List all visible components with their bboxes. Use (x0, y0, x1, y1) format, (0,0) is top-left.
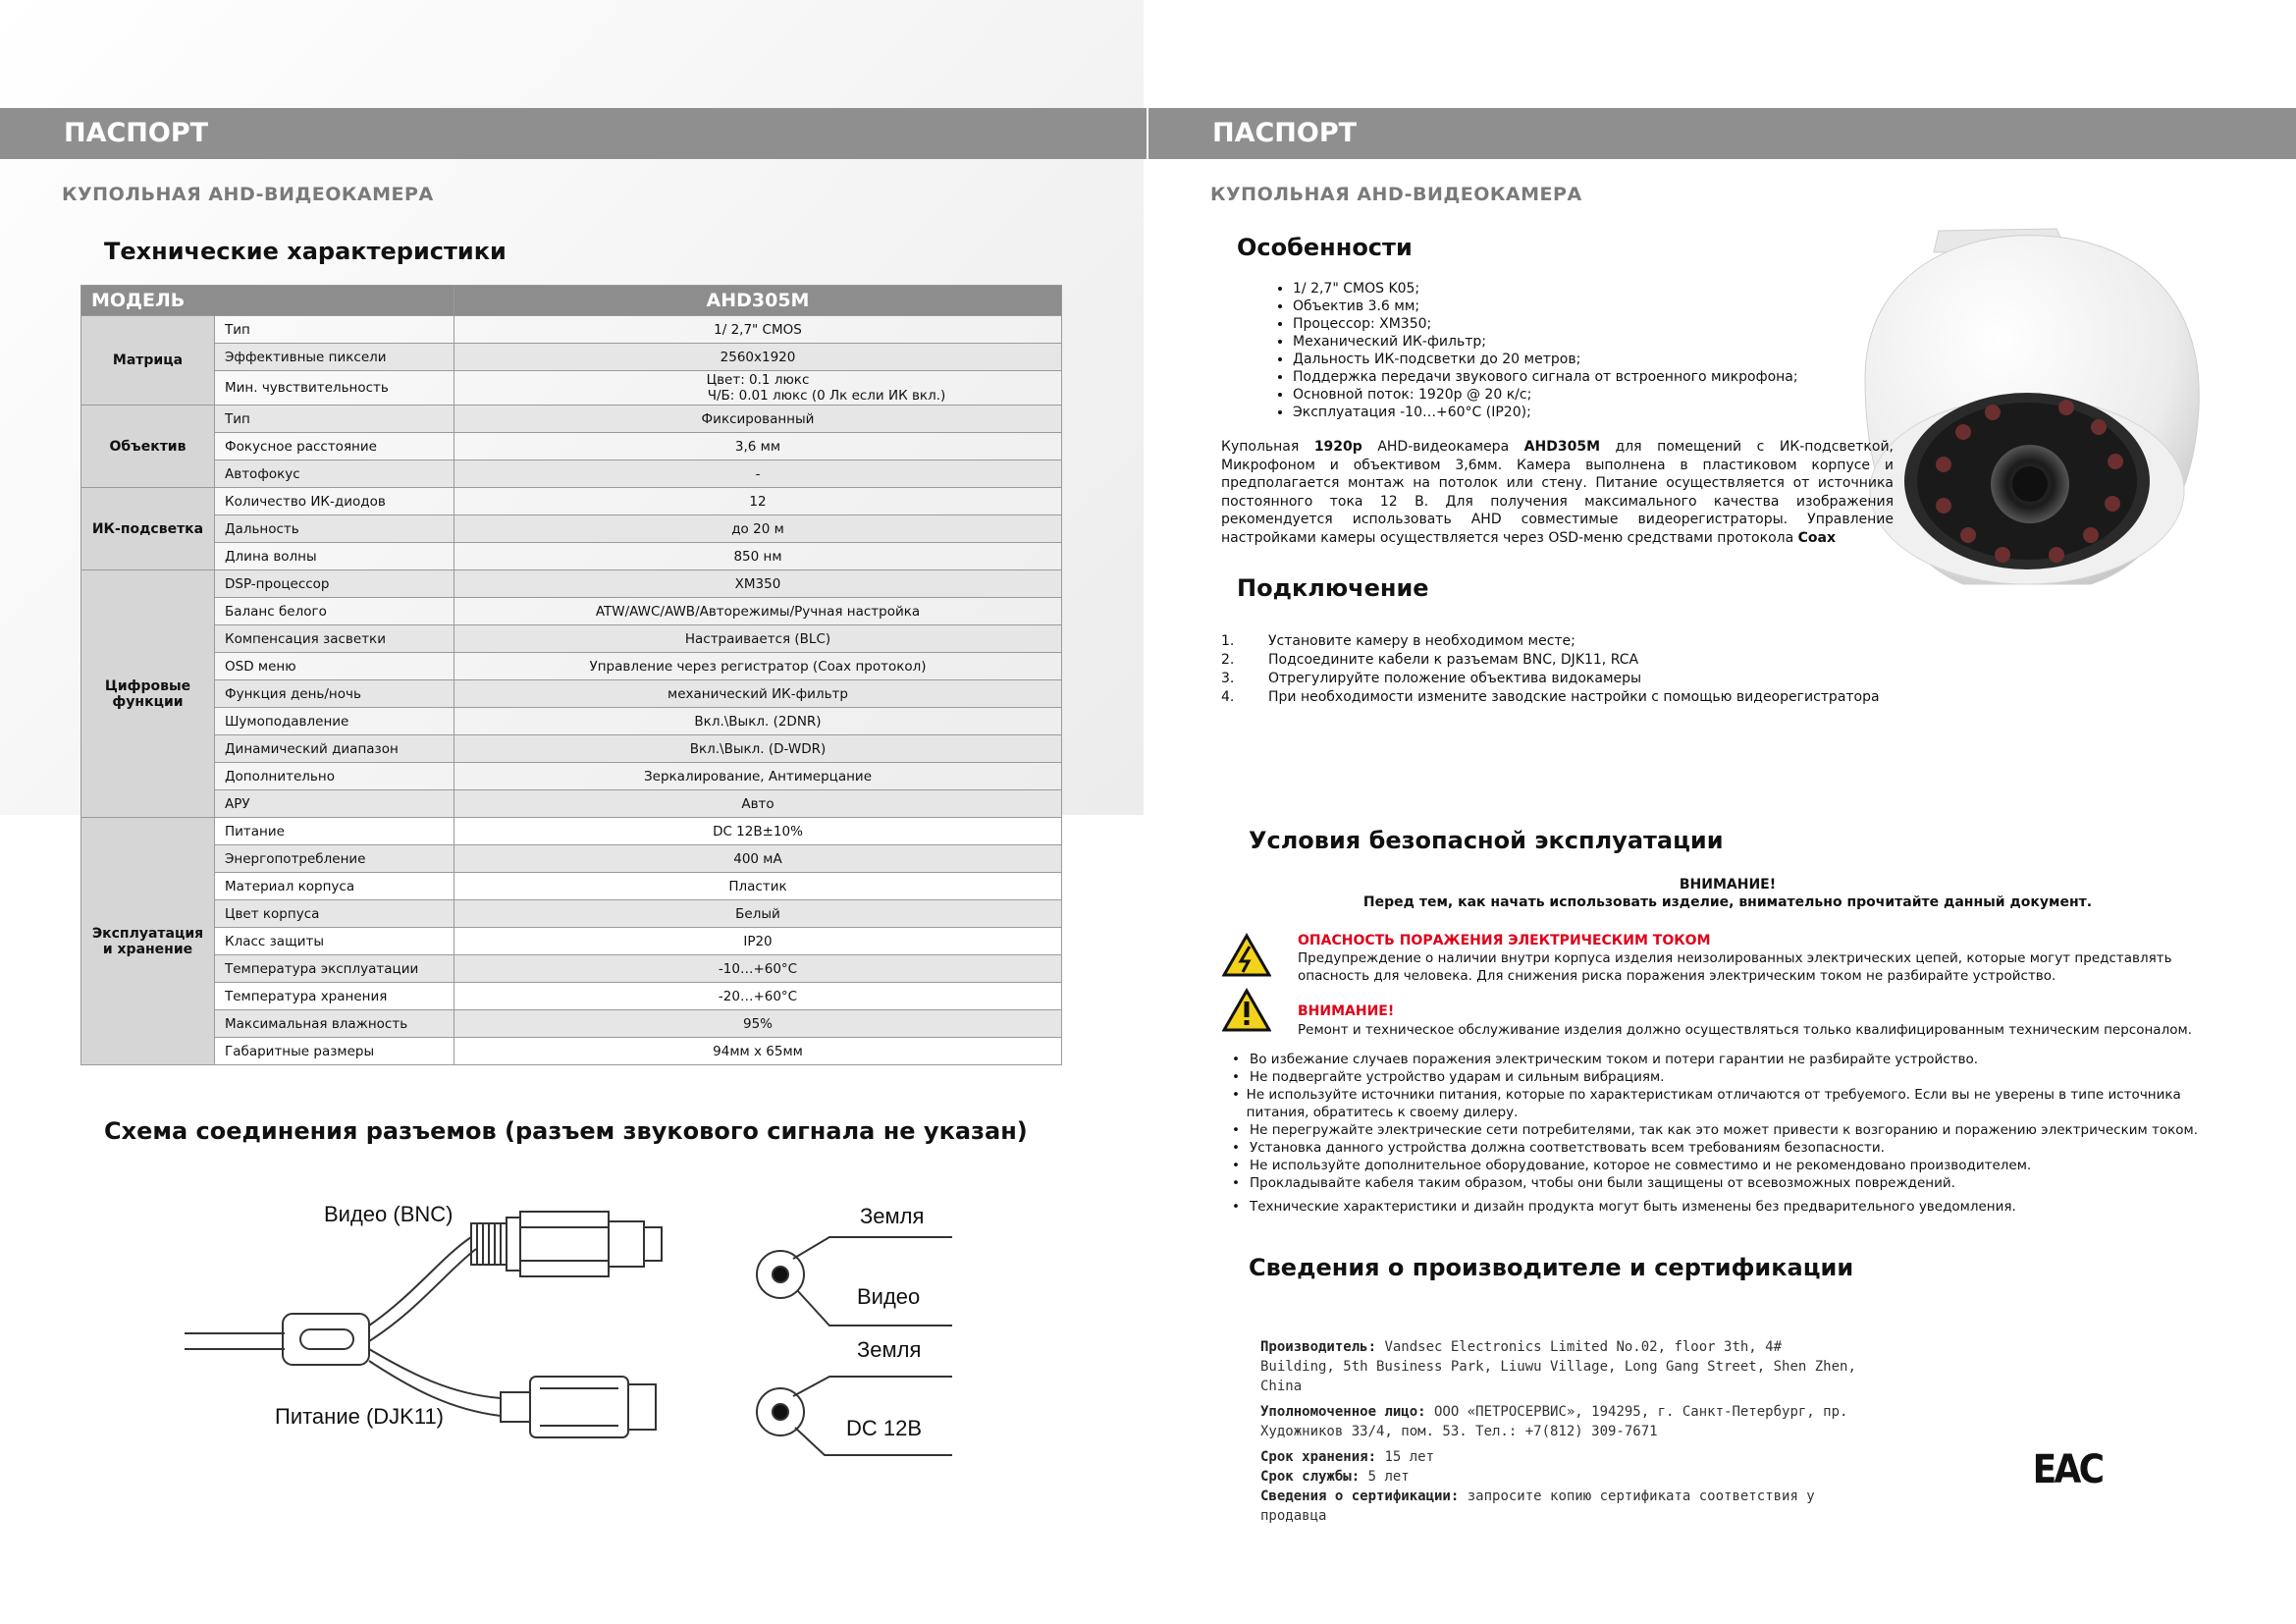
left-header-bar (0, 108, 1147, 159)
spec-value: Настраивается (BLC) (454, 625, 1062, 653)
bullet-dot: • (1232, 1069, 1240, 1085)
spec-param: Количество ИК-диодов (215, 488, 454, 515)
wiring-title: Схема соединения разъемов (разъем звукового сигнала не указан) (104, 1117, 1028, 1145)
spec-table-head (81, 286, 1062, 316)
spec-param: Мин. чувствительность (215, 371, 454, 406)
connect-title: Подключение (1237, 574, 1429, 602)
spec-row (81, 406, 1062, 433)
safety-bullet (1232, 1139, 2233, 1157)
spec-value: 95% (454, 1010, 1062, 1038)
spec-param: Тип (215, 406, 454, 433)
step-number: 2. (1221, 652, 1235, 668)
bullet-text: Не перегружайте электрические сети потребителями, так как это может привести к возгоранию и поражению электрическим током. (1250, 1122, 2199, 1138)
certification-label: Сведения о сертификации: (1260, 1489, 1460, 1504)
spec-title: Технические характеристики (104, 238, 507, 265)
spec-group-name: Эксплуатация и хранение (81, 818, 215, 1065)
safety-bullet (1232, 1198, 2233, 1216)
spec-row (81, 488, 1062, 515)
label-video: Видео (857, 1284, 921, 1309)
wiring-diagram (177, 1188, 962, 1473)
spec-value: Белый (454, 900, 1062, 928)
right-header-bar (1148, 108, 2296, 159)
spec-row (81, 1038, 1062, 1065)
bullet-dot: • (1232, 1087, 1240, 1103)
spec-param: Компенсация засветки (215, 625, 454, 653)
spec-param: Эффективные пиксели (215, 344, 454, 371)
spec-row (81, 708, 1062, 735)
spec-group-name: Матрица (81, 316, 215, 406)
feature-item: • Поддержка передачи звукового сигнала от встроенного микрофона; (1293, 368, 1798, 386)
model-value: AHD305M (454, 286, 1062, 316)
warn-title: ВНИМАНИЕ! (1298, 1003, 1395, 1019)
eac-mark: EAC (2032, 1447, 2103, 1492)
warn-text: Ремонт и техническое обслуживание изделия должно осуществляться только квалифицированным техническим персоналом. (1298, 1022, 2192, 1038)
attention-warning-icon (1222, 988, 1271, 1033)
spec-param: Цвет корпуса (215, 900, 454, 928)
spec-row (81, 344, 1062, 371)
spec-row (81, 316, 1062, 344)
shock-title: ОПАСНОСТЬ ПОРАЖЕНИЯ ЭЛЕКТРИЧЕСКИМ ТОКОМ (1298, 933, 1711, 948)
spec-value: -10…+60°C (454, 955, 1062, 983)
label-ground-2: Земля (857, 1337, 922, 1362)
spec-param: Динамический диапазон (215, 735, 454, 763)
step-text: Установите камеру в необходимом месте; (1268, 633, 1575, 649)
model-label: МОДЕЛЬ (81, 286, 454, 316)
spec-param: Материал корпуса (215, 873, 454, 900)
spec-value: IP20 (454, 928, 1062, 955)
spec-value: 400 мА (454, 845, 1062, 873)
bullet-dot: • (1232, 1052, 1240, 1067)
storage-line (1260, 1447, 1859, 1467)
storage-label: Срок хранения: (1260, 1449, 1377, 1465)
bullet-dot: • (1232, 1199, 1240, 1215)
spec-value: 12 (454, 488, 1062, 515)
right-header-title: ПАСПОРТ (1212, 118, 1358, 148)
spec-row (81, 598, 1062, 625)
spec-row (81, 433, 1062, 460)
spec-row (81, 460, 1062, 488)
spec-group-name: Объектив (81, 406, 215, 488)
spec-row (81, 763, 1062, 790)
bullet-text: Не используйте дополнительное оборудование, которое не совместимо и не рекомендовано производителем. (1250, 1158, 2032, 1173)
desc-protocol: Coax (1797, 529, 1836, 546)
certification-value: запросите копию сертификата соответствия у продавца (1260, 1489, 1815, 1524)
label-ground-1: Земля (860, 1204, 925, 1228)
step-text: При необходимости измените заводские настройки с помощью видеорегистратора (1268, 689, 1880, 705)
spec-value: Вкл.\Выкл. (2DNR) (454, 708, 1062, 735)
desc-text-1: Купольная (1221, 439, 1314, 455)
spec-row (81, 928, 1062, 955)
connect-step (1221, 651, 1880, 670)
spec-value: 850 нм (454, 543, 1062, 570)
representative-line (1260, 1402, 1859, 1441)
spec-param: Тип (215, 316, 454, 344)
spec-value: 94мм х 65мм (454, 1038, 1062, 1065)
spec-value: Зеркалирование, Антимерцание (454, 763, 1062, 790)
shock-text: Предупреждение о наличии внутри корпуса изделия неизолированных электрических цепей, которые могут представлять опасность для человека. Для снижения риска поражения электрическим током не разбирайте устройство. (1298, 950, 2172, 984)
spec-value: 1/ 2,7" CMOS (454, 316, 1062, 344)
desc-text-3: для помещений с ИК-подсветкой, Микрофоном и объективом 3,6мм. Камера выполнена в пластиковом корпусе и предполагается монтаж на потолок или стену. Питание осуществляется от источника постоянного тока 12 В. Для получения максимального качества изображения рекомендуется использовать AHD совместимые видеорегистраторы. Управление настройками камеры осуществляется через OSD-меню средствами протокола (1221, 439, 1894, 546)
feature-item: • Эксплуатация -10…+60°C (IP20); (1293, 404, 1798, 421)
producer-value: Vandsec Electronics Limited No.02, floor 3th, 4# Building, 5th Business Park, Liuwu Village, Long Gang Street, Shen Zhen, China (1260, 1339, 1856, 1394)
step-number: 4. (1221, 689, 1235, 705)
spec-row (81, 515, 1062, 543)
connect-step (1221, 632, 1880, 651)
bullet-dot: • (1232, 1158, 1240, 1173)
safety-bullet (1232, 1174, 2233, 1192)
feature-item: • Основной поток: 1920p @ 20 к/с; (1293, 386, 1798, 404)
spec-row (81, 983, 1062, 1010)
safety-bullets (1232, 1051, 2233, 1216)
spec-group-name: Цифровые функции (81, 570, 215, 818)
bullet-dot: • (1232, 1140, 1240, 1156)
spec-param: Температура эксплуатации (215, 955, 454, 983)
spec-param: Питание (215, 818, 454, 845)
feature-item: • Процессор: XM350; (1293, 315, 1798, 333)
connect-steps (1221, 632, 1880, 707)
bullet-text: Во избежание случаев поражения электрическим током и потери гарантии не разбирайте устройство. (1250, 1052, 1979, 1067)
spec-value-line: Цвет: 0.1 люкс (706, 372, 810, 388)
spec-row (81, 873, 1062, 900)
label-power-djk11: Питание (DJK11) (275, 1404, 445, 1429)
spec-row (81, 818, 1062, 845)
spec-param: Дальность (215, 515, 454, 543)
feature-item: • Объектив 3.6 мм; (1293, 298, 1798, 315)
spec-value: 2560x1920 (454, 344, 1062, 371)
desc-model: AHD305M (1523, 439, 1600, 455)
spec-param: Длина волны (215, 543, 454, 570)
desc-text-2: AHD-видеокамера (1362, 439, 1524, 455)
representative-value: ООО «ПЕТРОСЕРВИС», 194295, г. Санкт-Петербург, пр. Художников 33/4, пом. 53. Тел.: +7(812) 309-7671 (1260, 1404, 1848, 1439)
label-dc12v: DC 12В (846, 1416, 923, 1440)
spec-value-line: Ч/Б: 0.01 люкс (0 Лк если ИК вкл.) (707, 388, 946, 404)
spec-row (81, 543, 1062, 570)
spec-param: Функция день/ночь (215, 680, 454, 708)
left-subtitle: КУПОЛЬНАЯ AHD-ВИДЕОКАМЕРА (62, 184, 434, 205)
manufacturer-info (1260, 1337, 1859, 1526)
spec-row (81, 955, 1062, 983)
right-subtitle: КУПОЛЬНАЯ AHD-ВИДЕОКАМЕРА (1210, 184, 1582, 205)
spec-param: DSP-процессор (215, 570, 454, 598)
spec-row (81, 371, 1062, 406)
spec-value: XM350 (454, 570, 1062, 598)
safety-bullet (1232, 1121, 2233, 1139)
spec-table (80, 285, 1062, 1065)
producer-label: Производитель: (1260, 1339, 1377, 1355)
spec-value: -20…+60°C (454, 983, 1062, 1010)
safety-bullet (1232, 1086, 2233, 1121)
bullet-text: Не используйте источники питания, которые по характеристикам отличаются от требуемого. Если вы не уверены в типе источника питания, обратитесь к своему дилеру. (1246, 1087, 2181, 1120)
spec-value: Пластик (454, 873, 1062, 900)
spec-value: до 20 м (454, 515, 1062, 543)
service-line (1260, 1467, 1859, 1487)
spec-value: Вкл.\Выкл. (D-WDR) (454, 735, 1062, 763)
connect-step (1221, 670, 1880, 688)
camera-image (1845, 211, 2218, 643)
electric-shock-warning-icon (1222, 933, 1271, 978)
desc-resolution: 1920p (1313, 439, 1362, 455)
spec-row (81, 735, 1062, 763)
features-list (1271, 280, 1798, 421)
spec-row (81, 680, 1062, 708)
spec-param: Автофокус (215, 460, 454, 488)
spec-param: Дополнительно (215, 763, 454, 790)
bullet-text: Технические характеристики и дизайн продукта могут быть изменены без предварительного уведомления. (1250, 1199, 2016, 1215)
spec-row (81, 653, 1062, 680)
left-header-title: ПАСПОРТ (64, 118, 209, 148)
spec-param: АРУ (215, 790, 454, 818)
safety-bullet (1232, 1157, 2233, 1174)
safety-bullet (1232, 1068, 2233, 1086)
spec-param: Температура хранения (215, 983, 454, 1010)
bullet-text: Не подвергайте устройство ударам и сильным вибрациям. (1250, 1069, 1665, 1085)
manufacturer-title: Сведения о производителе и сертификации (1249, 1254, 1854, 1281)
step-text: Отрегулируйте положение объектива видокамеры (1268, 671, 1642, 686)
storage-value: 15 лет (1376, 1449, 1435, 1465)
producer-line (1260, 1337, 1859, 1396)
service-value: 5 лет (1360, 1469, 1410, 1485)
spec-param: OSD меню (215, 653, 454, 680)
attention-subheading: Перед тем, как начать использовать изделие, внимательно прочитайте данный документ. (1362, 894, 2093, 910)
safety-title: Условия безопасной эксплуатации (1249, 827, 1724, 854)
spec-value: DC 12В±10% (454, 818, 1062, 845)
attention-heading: ВНИМАНИЕ! (1679, 877, 1777, 893)
connect-step (1221, 688, 1880, 707)
spec-value: механический ИК-фильтр (454, 680, 1062, 708)
spec-group-name: ИК-подсветка (81, 488, 215, 570)
spec-value: 3,6 мм (454, 433, 1062, 460)
feature-item: • Механический ИК-фильтр; (1293, 333, 1798, 351)
bullet-dot: • (1232, 1175, 1240, 1191)
spec-value (454, 371, 1062, 406)
spec-param: Баланс белого (215, 598, 454, 625)
features-title: Особенности (1237, 234, 1413, 261)
step-text: Подсоедините кабели к разъемам BNC, DJK11, RCA (1268, 652, 1639, 668)
spec-param: Шумоподавление (215, 708, 454, 735)
feature-item: • Дальность ИК-подсветки до 20 метров; (1293, 351, 1798, 368)
spec-row (81, 845, 1062, 873)
bullet-text: Установка данного устройства должна соответствовать всем требованиям безопасности. (1250, 1140, 1885, 1156)
spec-row (81, 625, 1062, 653)
spec-value: Авто (454, 790, 1062, 818)
spec-param: Класс защиты (215, 928, 454, 955)
bullet-text: Прокладывайте кабеля таким образом, чтобы они были защищены от всевозможных повреждений. (1250, 1175, 1955, 1191)
spec-value: - (454, 460, 1062, 488)
representative-label: Уполномоченное лицо: (1260, 1404, 1426, 1420)
spec-param: Энергопотребление (215, 845, 454, 873)
spec-row (81, 790, 1062, 818)
safety-bullet (1232, 1051, 2233, 1068)
spec-value: ATW/AWC/AWB/Авторежимы/Ручная настройка (454, 598, 1062, 625)
service-label: Срок службы: (1260, 1469, 1361, 1485)
spec-value: Управление через регистратор (Coax протокол) (454, 653, 1062, 680)
camera-description (1221, 438, 1894, 547)
label-video-bnc: Видео (BNC) (324, 1202, 454, 1226)
feature-item: • 1/ 2,7" CMOS K05; (1293, 280, 1798, 298)
spec-row (81, 1010, 1062, 1038)
bullet-dot: • (1232, 1122, 1240, 1138)
step-number: 3. (1221, 671, 1235, 686)
spec-param: Габаритные размеры (215, 1038, 454, 1065)
spec-row (81, 900, 1062, 928)
spec-value: Фиксированный (454, 406, 1062, 433)
spec-param: Максимальная влажность (215, 1010, 454, 1038)
spec-param: Фокусное расстояние (215, 433, 454, 460)
spec-row (81, 570, 1062, 598)
certification-line (1260, 1487, 1859, 1526)
step-number: 1. (1221, 633, 1235, 649)
